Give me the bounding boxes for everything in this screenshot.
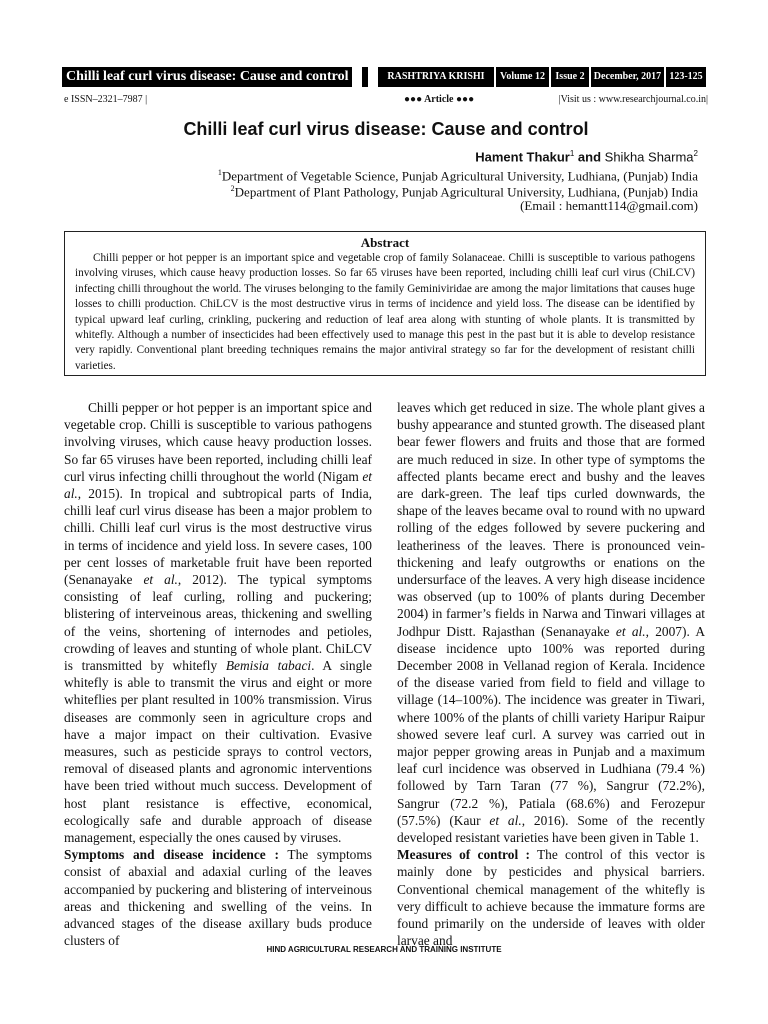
author-2-affil-mark: 2	[693, 149, 698, 158]
website-link[interactable]: |Visit us : www.researchjournal.co.in|	[558, 94, 708, 105]
intro-text-2: , 2015). In tropical and subtropical parts of India, chilli leaf curl virus disease has been a major problem to chilli. Chilli leaf curl virus is the most destructive virus in terms of incidence and yield loss. In severe cases, 100 per cent losses of marketable fruit have been reported (Senanayake	[64, 486, 372, 588]
header-journal-name: RASHTRIYA KRISHI	[378, 67, 494, 87]
affiliation-1-text: Department of Vegetable Science, Punjab Agricultural University, Ludhiana, (Punjab) India	[221, 168, 698, 184]
symptoms-cont-text-2: , 2007). A disease incidence upto 100% was reported during December 2008 in Vellanad region of Kerala. Incidence of the disease varied from field to field and village to village (14–100%). The incidence was greater in Tiwari, where 100% of the plants of chilli variety Haripur Raipur showed severe leaf curl. A survey was carried out in major pepper growing areas in Punjab and a maximum leaf curl incidence was observed in Ludhiana (79.4 %) followed by Tarn Taran (77 %), Sangrur (72.2%), Sangrur (72.2 %), Patiala (68.6%) and Ferozepur (57.5%) (Kaur	[397, 623, 706, 828]
abstract-text: Chilli pepper or hot pepper is an important spice and vegetable crop of family Solanaceae. Chilli is susceptible to various pathogens involving viruses, which cause heavy production losses. So far 65 viruses have been reported, including chilli leaf curl virus (ChiLCV) infecting chilli throughout the world. The viruses belonging to the family Geminiviridae are among the major limitations that causes huge losses to chilli production. ChiLCV is the most destructive virus in terms of incidence and yield loss. The disease can be identified by typical upward leaf curling, crinkling, puckering and reduction of leaf area along with stunting of whole plants. It is transmitted by whitefly. Although a number of insecticides had been effectively used to manage this pest in the past but it is able to develop resistance very rapidly. Conventional plant breeding techniques remains the major antiviral strategy so far for the development of resistant chilli varieties.	[75, 252, 695, 372]
intro-text-3: , 2012). The typical symptoms consisting of leaf curling, rolling and puckering; blistering of interveinous areas, thickening and swelling of the veins, shortening of internodes and petioles, crowding of leaves and stunting of whole plant. ChiLCV is transmitted by whitefly	[64, 572, 372, 674]
article-type-label: ●●● Article ●●●	[404, 94, 475, 105]
control-heading: Measures of control :	[397, 847, 530, 863]
symptoms-continued-paragraph	[397, 399, 705, 846]
citation-etal: et al.	[143, 572, 178, 588]
intro-text-4: . A single whitefly is able to transmit the virus and eight or more whiteflies per plant resulted in 100% transmission. Virus diseases are commonly seen in agriculture crops and have a major impact on their cultivation. Evasive measures, such as pesticide sprays to control vectors, removal of diseased plants and agronomic interventions have been tried without much success. Development of host plant resistance is effective, economical, ecologically safe and durable approach of disease management, especially the ones caused by viruses.	[64, 658, 372, 846]
header-separator-bar	[362, 67, 368, 87]
author-1-affil-mark: 1	[569, 149, 575, 158]
author-2-name: Shikha Sharma	[604, 149, 694, 165]
publisher-footer: HIND AGRICULTURAL RESEARCH AND TRAINING INSTITUTE	[266, 945, 502, 954]
species-name: Bemisia tabaci	[225, 658, 312, 674]
body-column-right	[397, 399, 705, 950]
affiliation-2-mark: 2	[230, 184, 235, 193]
citation-etal: et al.	[615, 623, 646, 639]
symptoms-text: The symptoms consist of abaxial and adaxial curling of the leaves accompanied by puckering and blistering of interveinous areas and thickening and swelling of the veins. In advanced stages of the disease axillary buds produce clusters of	[64, 847, 372, 949]
header-date: December, 2017	[591, 67, 664, 87]
issn-label: e ISSN–2321–7987 |	[64, 94, 148, 105]
header-pages: 123-125	[666, 67, 706, 87]
intro-paragraph	[64, 399, 372, 846]
author-email[interactable]: (Email : hemantt114@gmail.com)	[520, 198, 698, 213]
body-column-left	[64, 399, 372, 950]
intro-text-1: Chilli pepper or hot pepper is an important spice and vegetable crop. Chilli is susceptible to various pathogens involving viruses, which cause heavy production losses. So far 65 viruses have been reported, including chilli leaf curl virus infecting chilli throughout the world (Nigam	[64, 400, 372, 484]
header-journal-info	[378, 67, 706, 87]
header-volume: Volume 12	[496, 67, 549, 87]
running-header	[62, 67, 706, 87]
author-1-name: Hament Thakur	[475, 149, 570, 165]
affiliation-1-mark: 1	[217, 168, 222, 177]
subheader	[64, 93, 708, 107]
header-issue: Issue 2	[551, 67, 589, 87]
abstract-box	[64, 231, 706, 376]
author-conjunction: and	[574, 149, 605, 165]
symptoms-cont-text-3: , 2016). Some of the recently developed resistant varieties have been given in Table 1.	[397, 812, 705, 846]
citation-etal: et al.	[64, 468, 372, 502]
symptoms-cont-text-1: leaves which get reduced in size. The whole plant gives a bushy appearance and stunted growth. The diseased plant bear fewer flowers and fruits and those that are formed are much reduced in size. In other type of symptoms the affected plants became erect and bushy and the leaves are dark-green. The leaf tips curled downwards, the shape of the leaves became oval to round with no upward rolling of the edges followed by severe puckering and leatheriness of the leaves. There is pronounced vein-thickening and leafy outgrowths or enations on the undersurface of the leaves. A very high disease incidence was observed (up to 100% of plants during December 2004) in farmer’s fields in Narwa and Tinwari villages at Jodhpur Distt. Rajasthan (Senanayake	[397, 400, 705, 639]
citation-etal: et al.	[489, 812, 522, 828]
author-line	[475, 146, 698, 165]
article-title: Chilli leaf curl virus disease: Cause and control	[183, 119, 589, 139]
control-text: The control of this vector is mainly done by pesticides and physical barriers. Conventional chemical management of the whitefly is very difficult to achieve because the immature forms are found primarily on the underside of leaves with older larvae and	[397, 847, 705, 949]
affiliation-2-text: Department of Plant Pathology, Punjab Agricultural University, Ludhiana, (Punjab) India	[234, 184, 698, 200]
header-article-title: Chilli leaf curl virus disease: Cause and control	[62, 67, 352, 87]
abstract-heading: Abstract	[360, 235, 410, 250]
symptoms-heading: Symptoms and disease incidence :	[64, 847, 279, 863]
control-paragraph	[397, 846, 705, 949]
symptoms-paragraph	[64, 846, 372, 949]
